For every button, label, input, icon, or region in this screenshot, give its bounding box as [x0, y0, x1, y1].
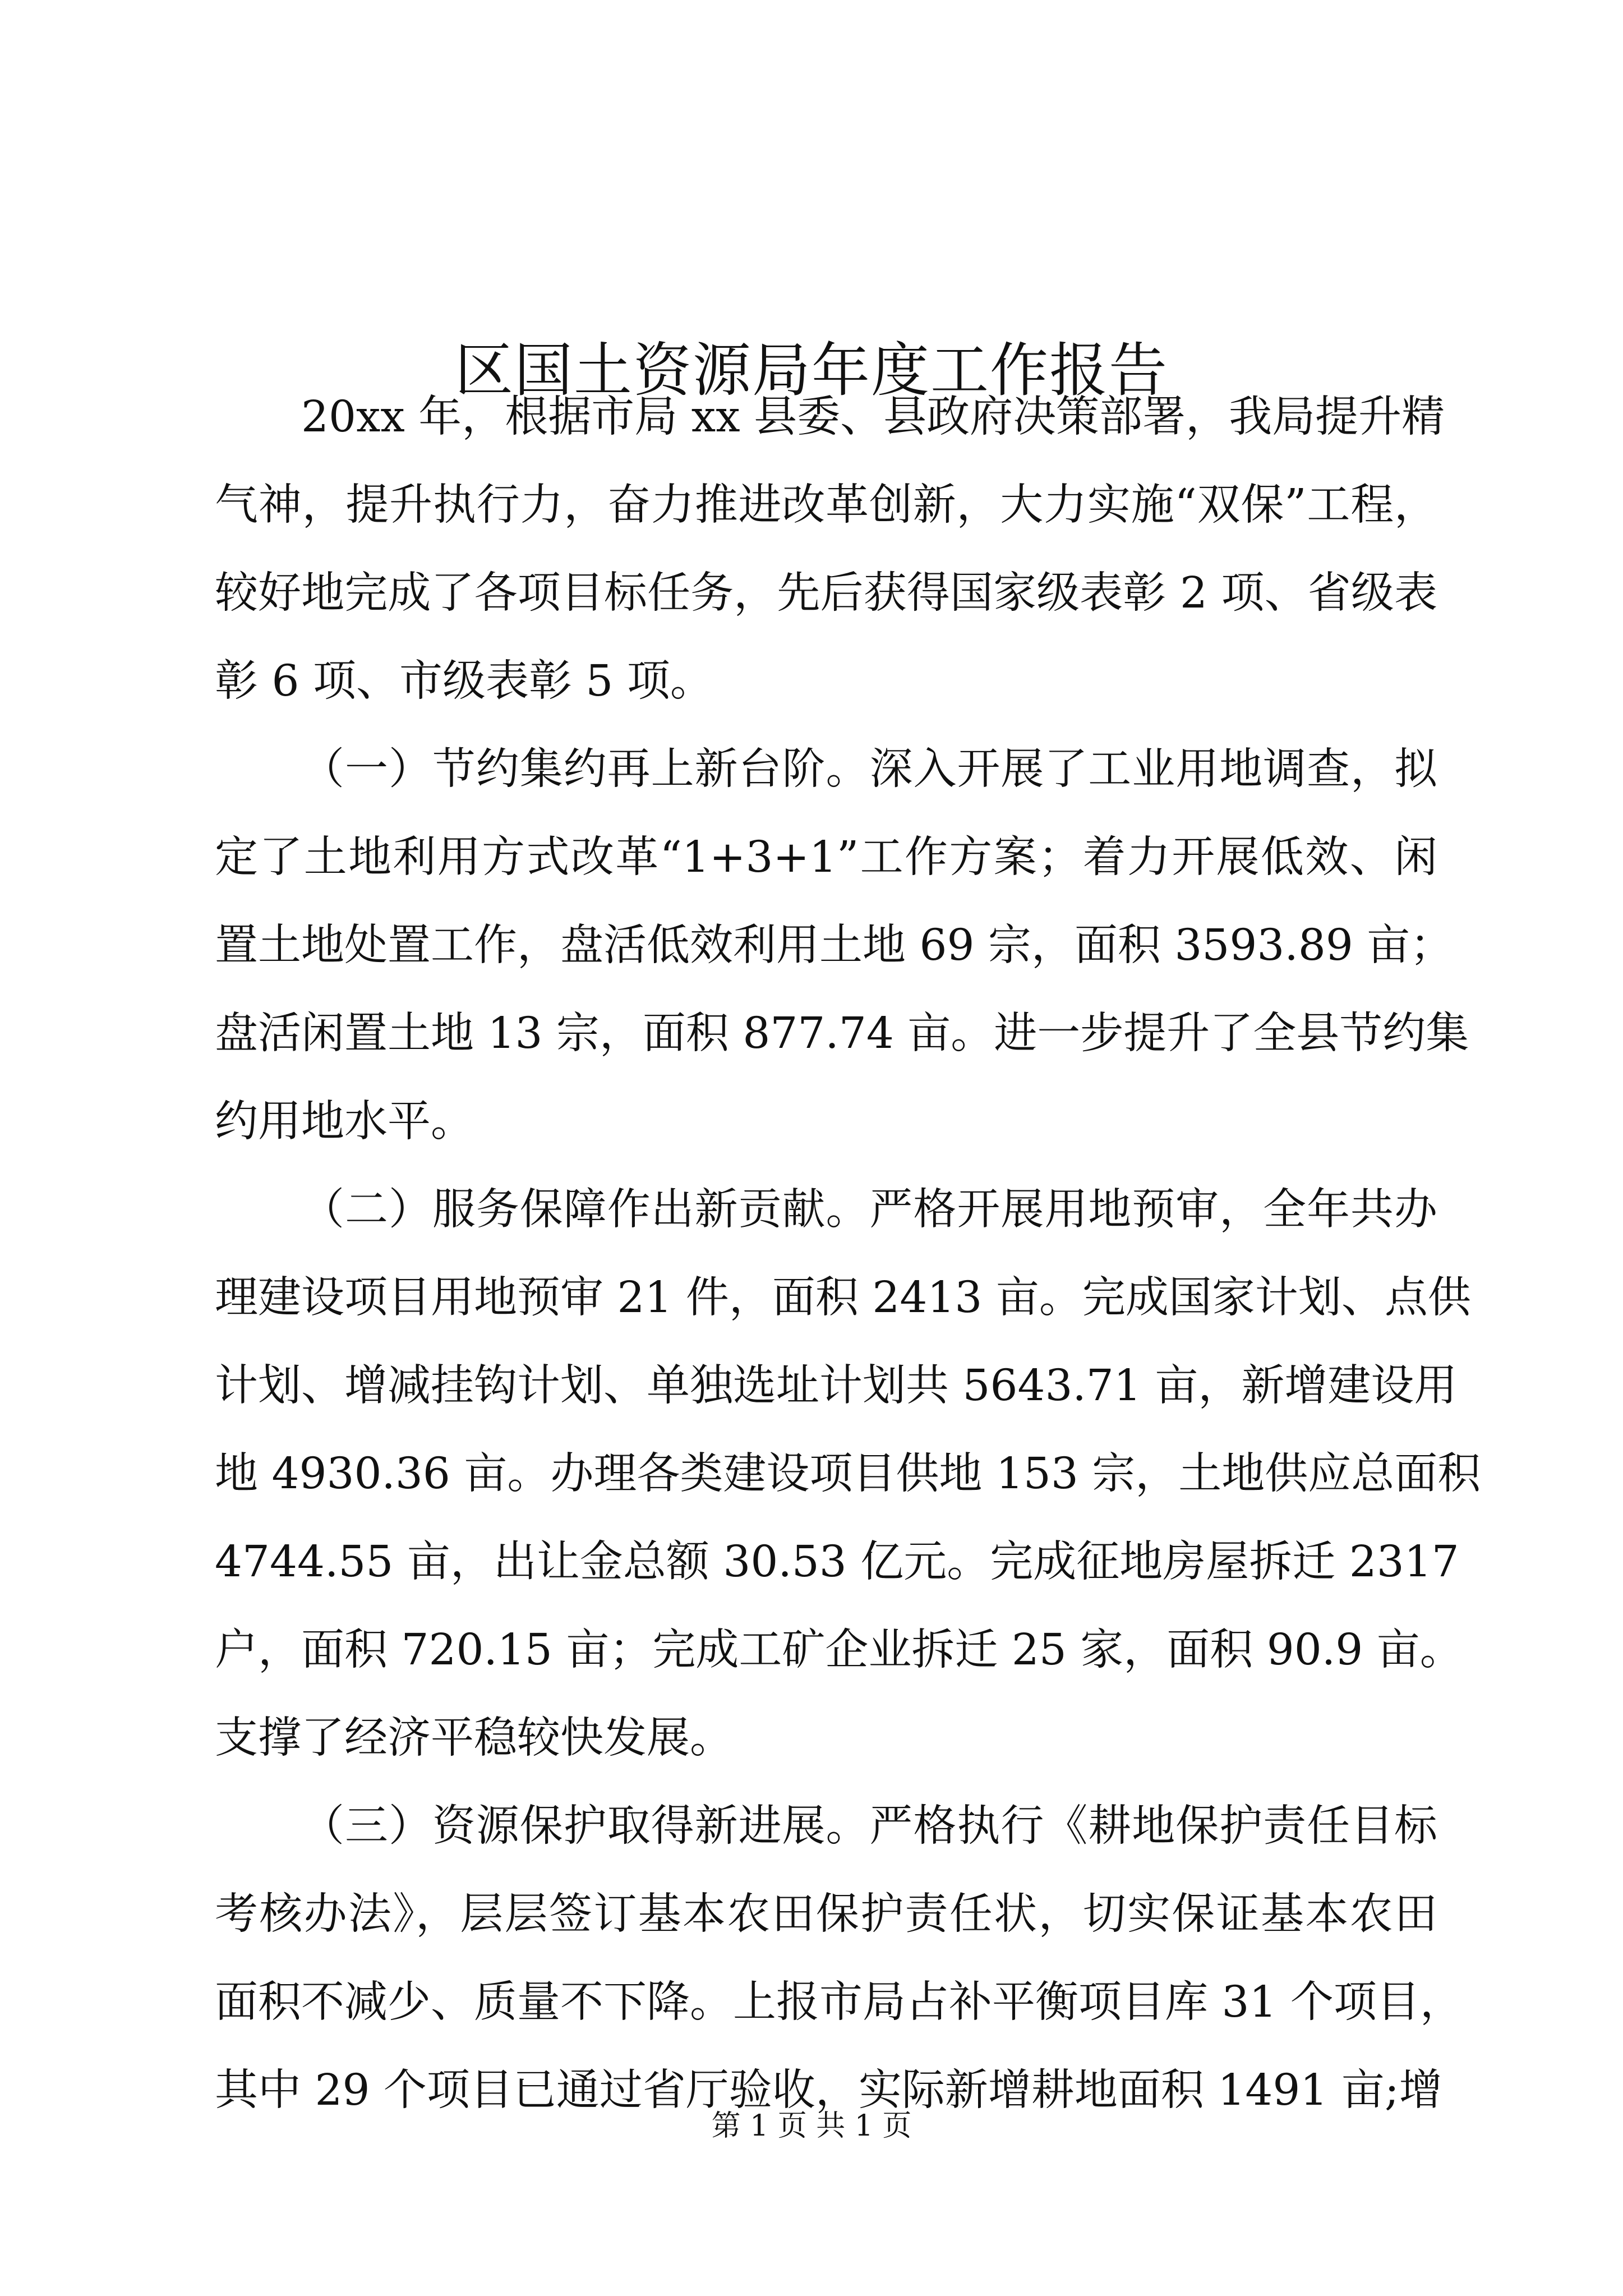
text-line: 考核办法》，层层签订基本农田保护责任状，切实保证基本农田 [215, 1889, 1437, 1939]
text-line: 4744.55 亩，出让金总额 30.53 亿元。完成征地房屋拆迁 2317 [215, 1537, 1459, 1587]
text-line: 支撑了经济平稳较快发展。 [215, 1713, 733, 1763]
text-line: 计划、增减挂钩计划、单独选址计划共 5643.71 亩，新增建设用 [215, 1361, 1458, 1411]
text-line: 约用地水平。 [215, 1097, 474, 1147]
text-line: 户，面积 720.15 亩；完成工矿企业拆迁 25 家，面积 90.9 亩。 [215, 1625, 1463, 1675]
text-line: （一）节约集约再上新台阶。深入开展了工业用地调查，拟 [301, 744, 1437, 794]
text-line: 其中 29 个项目已通过省厅验收，实际新增耕地面积 1491 亩;增 [215, 2065, 1442, 2115]
text-line: 面积不减少、质量不下降。上报市局占补平衡项目库 31 个项目， [215, 1977, 1463, 2027]
paragraph-section-2 [215, 1166, 1481, 1782]
text-line: （二）服务保障作出新贡献。严格开展用地预审，全年共办 [301, 1185, 1437, 1235]
text-line: 较好地完成了各项目标任务，先后获得国家级表彰 2 项、省级表 [215, 568, 1437, 618]
document-title: 区国土资源局年度工作报告 [454, 335, 1168, 404]
text-line: 气神，提升执行力，奋力推进改革创新，大力实施“双保”工程， [215, 480, 1437, 530]
text-line: 盘活闲置土地 13 宗，面积 877.74 亩。进一步提升了全县节约集 [215, 1009, 1469, 1059]
text-line: 20xx 年，根据市局 xx 县委、县政府决策部署，我局提升精 [301, 392, 1445, 442]
paragraph-intro [215, 373, 1445, 725]
text-line: 置土地处置工作，盘活低效利用土地 69 宗，面积 3593.89 亩； [215, 921, 1454, 970]
text-line: 理建设项目用地预审 21 件，面积 2413 亩。完成国家计划、点供 [215, 1273, 1471, 1323]
text-line: 彰 6 项、市级表彰 5 项。 [215, 656, 713, 706]
page-footer: 第 1 页 共 1 页 [711, 2109, 912, 2143]
paragraph-section-3 [215, 1782, 1463, 2134]
text-line: 地 4930.36 亩。办理各类建设项目供地 153 宗，土地供应总面积 [215, 1449, 1481, 1499]
text-line: （三）资源保护取得新进展。严格执行《耕地保护责任目标 [301, 1801, 1437, 1851]
text-line: 定了土地利用方式改革“1+3+1”工作方案；着力开展低效、闲 [215, 832, 1437, 882]
document-body [215, 373, 1481, 2134]
paragraph-section-1 [215, 725, 1469, 1166]
